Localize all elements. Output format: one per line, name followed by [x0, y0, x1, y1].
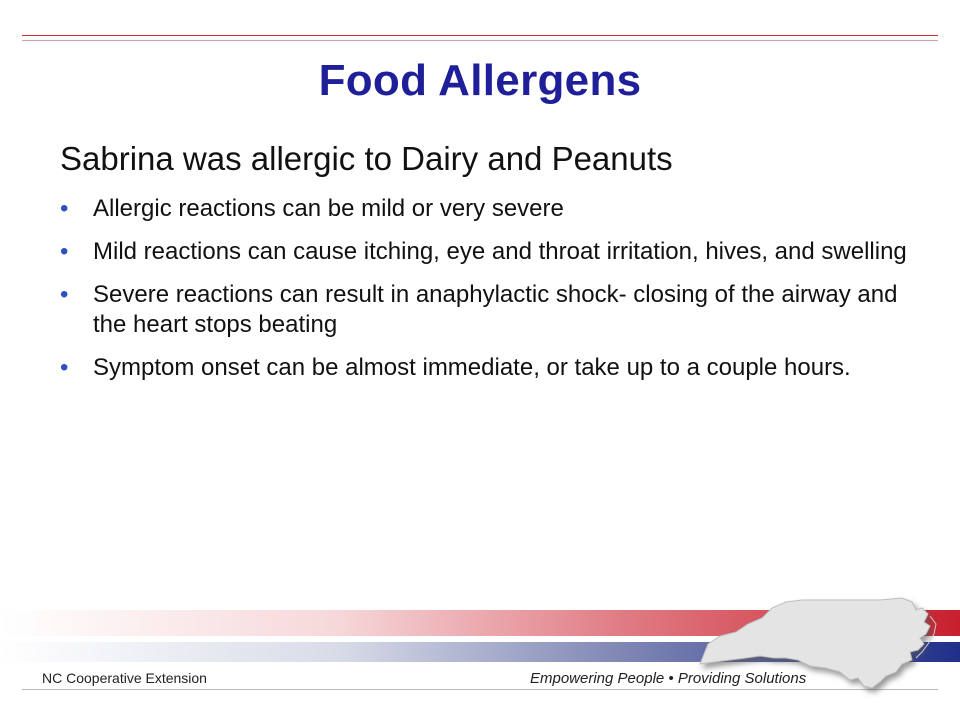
slide-title: Food Allergens	[318, 56, 642, 105]
top-divider-light	[22, 40, 938, 41]
bullet-item	[60, 194, 910, 224]
bullet-text: Allergic reactions can be mild or very severe	[93, 195, 564, 222]
bullet-item	[60, 237, 910, 267]
bullet-marker: •	[60, 281, 69, 308]
bullet-marker: •	[60, 354, 69, 381]
bullet-text: Symptom onset can be almost immediate, or take up to a couple hours.	[93, 354, 851, 381]
top-divider-red	[22, 35, 938, 36]
footer-organization: NC Cooperative Extension	[42, 670, 207, 686]
bullet-item	[60, 280, 910, 340]
bullet-text: Mild reactions can cause itching, eye and throat irritation, hives, and swelling	[93, 238, 907, 265]
bullet-marker: •	[60, 195, 69, 222]
bullet-list	[60, 194, 910, 396]
bullet-item	[60, 353, 910, 383]
footer-tagline: Empowering People • Providing Solutions	[530, 670, 807, 687]
bullet-text: Severe reactions can result in anaphylactic shock- closing of the airway and the heart stops beating	[93, 281, 898, 338]
bullet-marker: •	[60, 238, 69, 265]
slide-subtitle: Sabrina was allergic to Dairy and Peanuts	[60, 140, 673, 177]
